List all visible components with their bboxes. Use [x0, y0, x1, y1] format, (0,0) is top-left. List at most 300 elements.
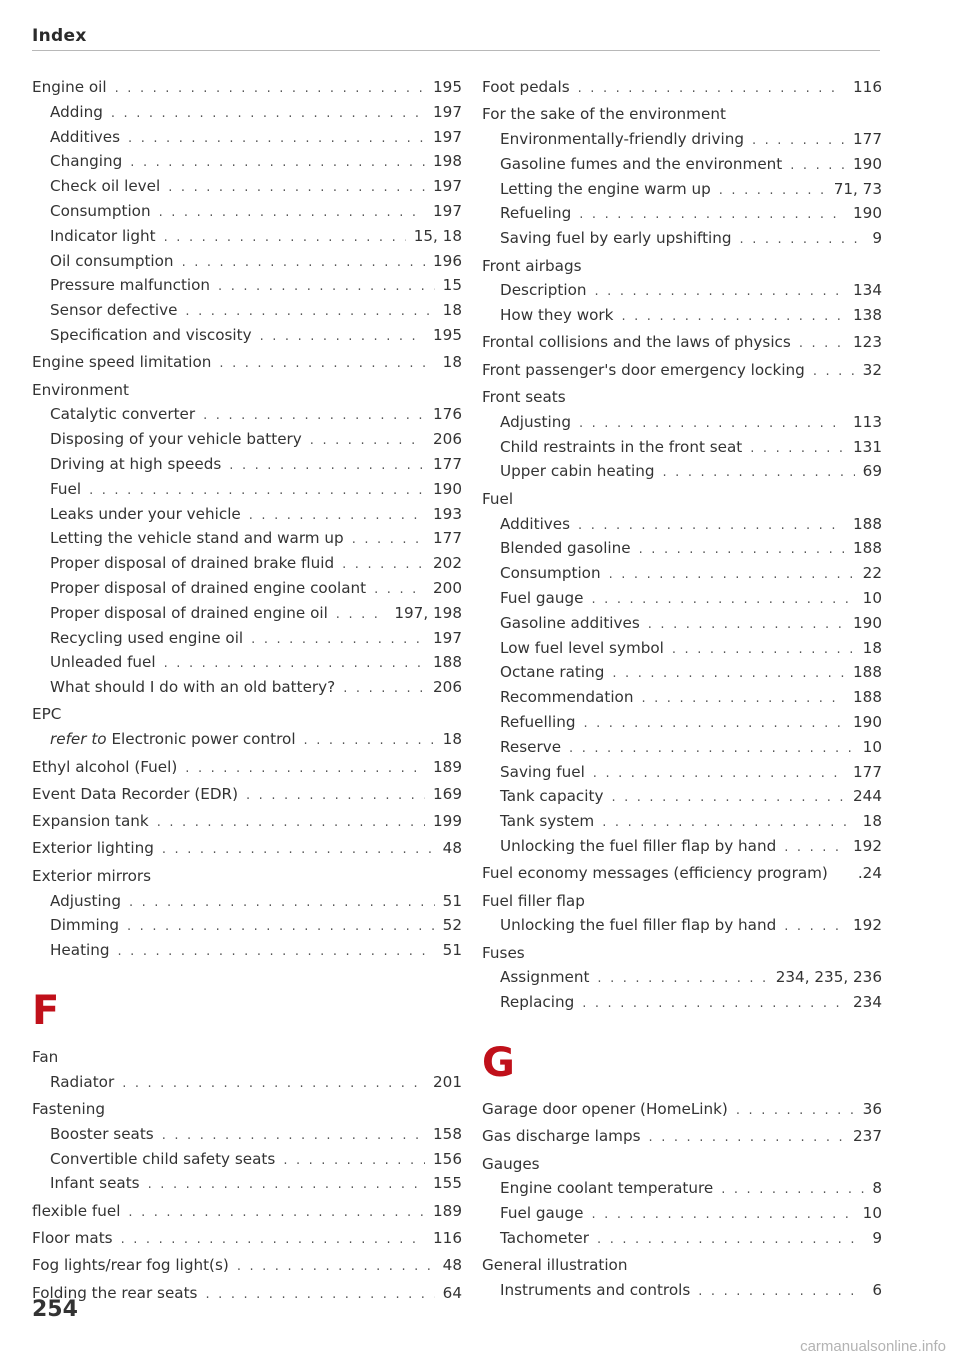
index-subentry: [482, 834, 882, 859]
entry-page-ref: 177: [433, 454, 462, 473]
entry-term: [500, 685, 633, 710]
entry-page-ref: 15, 18: [413, 226, 462, 245]
index-entry: [32, 755, 462, 780]
entry-text: Changing: [50, 152, 123, 171]
dot-leader: [719, 179, 826, 204]
entry-page-ref: 190: [853, 154, 882, 173]
entry-text: Fog lights/rear fog light(s): [32, 1256, 229, 1275]
entry-text: Exterior lighting: [32, 839, 154, 858]
entry-text: Infant seats: [50, 1174, 140, 1193]
entry-term: [50, 576, 366, 601]
entry-text: Check oil level: [50, 177, 161, 196]
entry-text: Octane rating: [500, 663, 605, 682]
entry-page-ref: 9: [872, 229, 882, 248]
entry-page-ref: 123: [853, 333, 882, 352]
entry-text: Floor mats: [32, 1228, 113, 1247]
entry-text: Additives: [500, 514, 571, 533]
entry-list-right-after: [482, 1097, 882, 1303]
entry-term: [500, 1278, 690, 1303]
dot-leader: [219, 352, 434, 377]
dot-leader: [218, 275, 435, 300]
index-subentry: [32, 1070, 462, 1095]
entry-term: [482, 75, 570, 100]
index-subentry: [482, 735, 882, 760]
entry-text: Expansion tank: [32, 812, 149, 831]
entry-text: For the sake of the environment: [482, 105, 726, 124]
index-subentry: [482, 127, 882, 152]
index-subentry: [482, 512, 882, 537]
dot-leader: [249, 504, 425, 529]
index-entry: [482, 1124, 882, 1149]
dot-leader: [185, 300, 434, 325]
index-entry: [32, 1253, 462, 1278]
dot-leader: [121, 1228, 425, 1253]
entry-term: [500, 278, 587, 303]
entry-page-ref: 190: [853, 613, 882, 632]
entry-page-ref: 36: [862, 1099, 882, 1118]
entry-page-ref: 10: [862, 588, 882, 607]
entry-list-right: [482, 75, 882, 1015]
entry-page-ref: 237: [853, 1127, 882, 1146]
entry-term: [500, 990, 574, 1015]
dot-leader: [736, 1099, 855, 1124]
entry-text: Fuel: [482, 489, 514, 508]
index-subentry: [482, 1226, 882, 1251]
dot-leader: [799, 332, 845, 357]
index-subentry: [32, 502, 462, 527]
entry-text: Foot pedals: [482, 78, 570, 96]
dot-leader: [342, 553, 425, 578]
entry-term: [500, 636, 664, 661]
entry-term: [500, 1176, 713, 1201]
index-subentry: [32, 650, 462, 675]
dot-leader: [591, 1203, 854, 1228]
dot-leader: [164, 226, 406, 251]
entry-page-ref: 18: [442, 353, 462, 372]
dot-leader: [111, 102, 425, 127]
entry-term: [500, 760, 585, 785]
index-subentry: [32, 100, 462, 125]
index-entry: [32, 75, 462, 100]
dot-leader: [162, 1124, 425, 1149]
index-entry: [482, 254, 882, 279]
entry-term: [50, 249, 174, 274]
entry-page-ref: 177: [433, 529, 462, 548]
index-subentry: [482, 784, 882, 809]
index-subentry: [32, 174, 462, 199]
entry-term: [50, 601, 328, 626]
entry-text: flexible fuel: [32, 1201, 121, 1220]
entry-page-ref: 52: [442, 916, 462, 935]
dot-leader: [721, 1178, 864, 1203]
index-subentry: [482, 561, 882, 586]
index-subentry: [482, 990, 882, 1015]
dot-leader: [203, 404, 425, 429]
index-subentry: [32, 601, 462, 626]
entry-page-ref: 188: [853, 539, 882, 558]
entry-page-ref: 6: [872, 1281, 882, 1300]
index-subentry: [482, 636, 882, 661]
entry-text: Environmentally-friendly driving: [500, 130, 744, 149]
index-subentry: [482, 226, 882, 251]
entry-text: Sensor defective: [50, 301, 178, 320]
index-entry: [482, 1097, 882, 1122]
entry-text: Leaks under your vehicle: [50, 504, 241, 523]
dot-leader: [374, 578, 425, 603]
entry-text: Upper cabin heating: [500, 462, 655, 481]
entry-text: Environment: [32, 380, 129, 399]
entry-term: [50, 273, 210, 298]
entry-page-ref: 18: [862, 812, 882, 831]
dot-leader: [663, 461, 855, 486]
entry-term: [500, 512, 570, 537]
entry-list-left: [32, 75, 462, 963]
dot-leader: [639, 538, 845, 563]
index-subentry: [32, 273, 462, 298]
entry-term: [482, 487, 513, 512]
entry-page-ref: 188: [433, 653, 462, 672]
entry-page-ref: 51: [442, 891, 462, 910]
index-entry: [32, 836, 462, 861]
dot-leader: [582, 992, 845, 1017]
entry-text: Additives: [50, 127, 121, 146]
entry-text: Garage door opener (HomeLink): [482, 1099, 728, 1118]
entry-term: [482, 1152, 540, 1177]
entry-page-ref: 155: [433, 1174, 462, 1193]
index-entry: [32, 1199, 462, 1224]
entry-text: Unlocking the fuel filler flap by hand: [500, 916, 777, 935]
entry-term: [500, 561, 601, 586]
index-subentry: [32, 477, 462, 502]
entry-page-ref: 116: [433, 1228, 462, 1247]
page-number: 254: [32, 1297, 78, 1322]
entry-term: [50, 199, 151, 224]
dot-leader: [185, 757, 425, 782]
entry-page-ref: 234: [853, 993, 882, 1012]
entry-text: Disposing of your vehicle battery: [50, 430, 302, 449]
entry-text: Fuses: [482, 943, 525, 962]
entry-term: [482, 889, 585, 914]
entry-term: [32, 809, 149, 834]
index-subentry: [32, 551, 462, 576]
entry-page-ref: 176: [433, 405, 462, 424]
entry-page-ref: 206: [433, 430, 462, 449]
entry-term: [50, 298, 177, 323]
entry-term: [500, 660, 604, 685]
entry-term: [50, 125, 120, 150]
entry-term: [50, 727, 296, 752]
entry-term: [500, 536, 631, 561]
entry-term: [482, 1124, 641, 1149]
entry-text: Folding the rear seats: [32, 1283, 198, 1302]
entry-text: Adding: [50, 102, 103, 121]
entry-term: [500, 303, 613, 328]
index-subentry: [32, 1122, 462, 1147]
entry-text: Event Data Recorder (EDR): [32, 784, 239, 803]
entry-text: Proper disposal of drained engine coolant: [50, 578, 367, 597]
entry-text: Proper disposal of drained brake fluid: [50, 554, 335, 573]
index-subentry: [482, 710, 882, 735]
entry-term: [482, 1097, 728, 1122]
entry-term: [50, 174, 160, 199]
entry-term: [500, 710, 575, 735]
dot-leader: [583, 712, 845, 737]
entry-page-ref: 197, 198: [394, 603, 462, 622]
dot-leader: [611, 786, 845, 811]
entry-page-ref: 196: [433, 251, 462, 270]
index-subentry: [32, 427, 462, 452]
dot-leader: [569, 737, 855, 762]
entry-text: Gasoline fumes and the environment: [500, 154, 783, 173]
entry-term: [50, 889, 121, 914]
dot-leader: [591, 588, 854, 613]
entry-text: Fan: [32, 1047, 59, 1066]
entry-term: [32, 782, 238, 807]
entry-text: Tank capacity: [500, 787, 604, 806]
index-subentry: [482, 177, 882, 202]
entry-text: Fuel gauge: [500, 1204, 584, 1223]
entry-text: Instruments and controls: [500, 1281, 691, 1300]
dot-leader: [790, 154, 845, 179]
entry-text: Fuel filler flap: [482, 891, 585, 910]
entry-page-ref: 197: [433, 177, 462, 196]
index-entry: [482, 861, 882, 886]
entry-page-ref: 156: [433, 1149, 462, 1168]
index-subentry: [482, 913, 882, 938]
entry-term: [500, 127, 744, 152]
dot-leader: [118, 940, 435, 965]
entry-page-ref: 189: [433, 1201, 462, 1220]
entry-term: [50, 149, 122, 174]
entry-text: Fuel: [50, 479, 82, 498]
entry-text: Consumption: [50, 201, 151, 220]
entry-term: [50, 1070, 114, 1095]
entry-page-ref: 15: [442, 276, 462, 295]
dot-leader: [128, 127, 425, 152]
entry-term: [500, 735, 561, 760]
entry-text: Tachometer: [500, 1228, 590, 1247]
index-subentry: [482, 1278, 882, 1303]
index-entry: [482, 487, 882, 512]
entry-term: [50, 551, 334, 576]
entry-page-ref: 192: [853, 836, 882, 855]
entry-term: [500, 809, 594, 834]
entry-term: [32, 75, 107, 100]
index-subentry: [482, 760, 882, 785]
entry-term: [50, 1171, 140, 1196]
header-divider: [32, 50, 880, 51]
index-entry: [32, 378, 462, 403]
index-entry: [32, 1097, 462, 1122]
index-subentry: [482, 1176, 882, 1201]
entry-page-ref: 193: [433, 504, 462, 523]
entry-text: Low fuel level symbol: [500, 638, 664, 657]
index-entry: [32, 1226, 462, 1251]
entry-term: [482, 254, 582, 279]
entry-page-ref: 18: [862, 638, 882, 657]
entry-page-ref: 234, 235, 236: [775, 968, 882, 987]
entry-text: Catalytic converter: [50, 405, 196, 424]
entry-page-ref: 189: [433, 757, 462, 776]
entry-page-ref: 64: [442, 1283, 462, 1302]
entry-term: [32, 702, 61, 727]
dot-leader: [205, 1283, 434, 1308]
index-subentry: [32, 125, 462, 150]
index-subentry: [32, 199, 462, 224]
index-subentry: [482, 536, 882, 561]
dot-leader: [343, 677, 425, 702]
index-subentry: [32, 323, 462, 348]
entry-text: Specification and viscosity: [50, 325, 252, 344]
dot-leader: [578, 77, 845, 102]
index-subentry: [32, 889, 462, 914]
entry-page-ref: 197: [433, 628, 462, 647]
dot-leader: [597, 967, 767, 992]
entry-text: What should I do with an old battery?: [50, 678, 336, 697]
entry-page-ref: 116: [853, 78, 882, 96]
entry-text: Fuel economy messages (efficiency program): [482, 864, 828, 883]
entry-page-ref: 18: [442, 301, 462, 320]
entry-page-ref: 195: [433, 325, 462, 344]
entry-page-ref: 22: [862, 564, 882, 583]
entry-term: [500, 611, 640, 636]
entry-term: [50, 938, 110, 963]
entry-page-ref: 69: [862, 462, 882, 481]
entry-text: Proper disposal of drained engine oil: [50, 603, 328, 622]
dot-leader: [251, 628, 425, 653]
index-entry: [482, 330, 882, 355]
dot-leader: [157, 811, 425, 836]
entry-text: Unleaded fuel: [50, 653, 156, 672]
index-entry: [32, 1281, 462, 1306]
entry-term: [50, 427, 302, 452]
page-header-title: Index: [32, 26, 87, 46]
dot-leader: [336, 603, 387, 628]
entry-term: [32, 1199, 120, 1224]
index-subentry: [32, 938, 462, 963]
index-entry: [32, 702, 462, 727]
dot-leader: [260, 325, 425, 350]
entry-text: Ethyl alcohol (Fuel): [32, 757, 178, 776]
index-subentry: [32, 1147, 462, 1172]
entry-term: [482, 1253, 627, 1278]
entry-text: How they work: [500, 306, 614, 325]
index-entry: [32, 350, 462, 375]
dot-leader: [609, 563, 855, 588]
dot-leader: [310, 429, 425, 454]
entry-page-ref: 177: [853, 130, 882, 149]
index-subentry: [32, 249, 462, 274]
entry-page-ref: 197: [433, 127, 462, 146]
dot-leader: [127, 915, 435, 940]
entry-term: [50, 675, 335, 700]
entry-text: Front airbags: [482, 256, 582, 275]
dot-leader: [162, 838, 435, 863]
dot-leader: [246, 784, 425, 809]
entry-text: Saving fuel: [500, 762, 585, 781]
entry-text: Electronic power control: [111, 730, 296, 749]
index-subentry: [32, 149, 462, 174]
dot-leader: [352, 528, 425, 553]
entry-term: [482, 861, 828, 886]
entry-page-ref: 197: [433, 201, 462, 220]
entry-text: Recycling used engine oil: [50, 628, 244, 647]
entry-page-ref: 244: [853, 787, 882, 806]
index-subentry: [482, 152, 882, 177]
entry-term: [500, 152, 782, 177]
entry-term: [500, 435, 742, 460]
entry-page-ref: 192: [853, 916, 882, 935]
index-subentry: [32, 913, 462, 938]
entry-term: [50, 323, 252, 348]
entry-page-ref: .24: [857, 864, 882, 883]
dot-leader: [164, 652, 425, 677]
index-subentry: [32, 402, 462, 427]
entry-page-ref: 190: [433, 479, 462, 498]
entry-page-ref: 18: [442, 730, 462, 749]
index-entry: [32, 782, 462, 807]
dot-leader: [579, 412, 845, 437]
index-subentry: [32, 727, 462, 752]
entry-text: Gauges: [482, 1154, 540, 1173]
entry-text: Letting the engine warm up: [500, 179, 711, 198]
entry-term: [500, 410, 571, 435]
entry-text: Saving fuel by early upshifting: [500, 229, 732, 248]
entry-text: Blended gasoline: [500, 539, 631, 558]
entry-page-ref: 71, 73: [833, 179, 882, 198]
index-subentry: [482, 965, 882, 990]
index-entry: [32, 809, 462, 834]
entry-term: [50, 224, 156, 249]
index-entry: [482, 358, 882, 383]
entry-term: [32, 1226, 113, 1251]
entry-page-ref: 190: [853, 204, 882, 223]
entry-page-ref: 32: [862, 360, 882, 379]
index-subentry: [482, 303, 882, 328]
index-subentry: [32, 1171, 462, 1196]
entry-term: [50, 402, 195, 427]
entry-text: Reserve: [500, 737, 562, 756]
index-subentry: [482, 278, 882, 303]
entry-text: Fastening: [32, 1099, 105, 1118]
entry-term: [482, 358, 805, 383]
entry-text: Booster seats: [50, 1124, 154, 1143]
entry-term: [500, 586, 583, 611]
entry-list-left-after: [32, 1045, 462, 1305]
dot-leader: [602, 811, 854, 836]
entry-text: Front passenger's door emergency locking: [482, 360, 805, 379]
dot-leader: [649, 1126, 845, 1151]
entry-term: [500, 913, 776, 938]
entry-term: [50, 1122, 154, 1147]
entry-term: [50, 1147, 275, 1172]
dot-leader: [115, 77, 425, 102]
index-subentry: [482, 1201, 882, 1226]
index-subentry: [482, 660, 882, 685]
entry-term: [50, 526, 344, 551]
index-subentry: [32, 675, 462, 700]
index-subentry: [482, 201, 882, 226]
entry-page-ref: 177: [853, 762, 882, 781]
entry-term: [50, 452, 221, 477]
entry-page-ref: 206: [433, 678, 462, 697]
dot-leader: [229, 454, 425, 479]
entry-text: Engine oil: [32, 78, 107, 96]
entry-page-ref: 51: [442, 941, 462, 960]
entry-term: [32, 350, 211, 375]
dot-leader: [597, 1228, 864, 1253]
dot-leader: [784, 915, 845, 940]
